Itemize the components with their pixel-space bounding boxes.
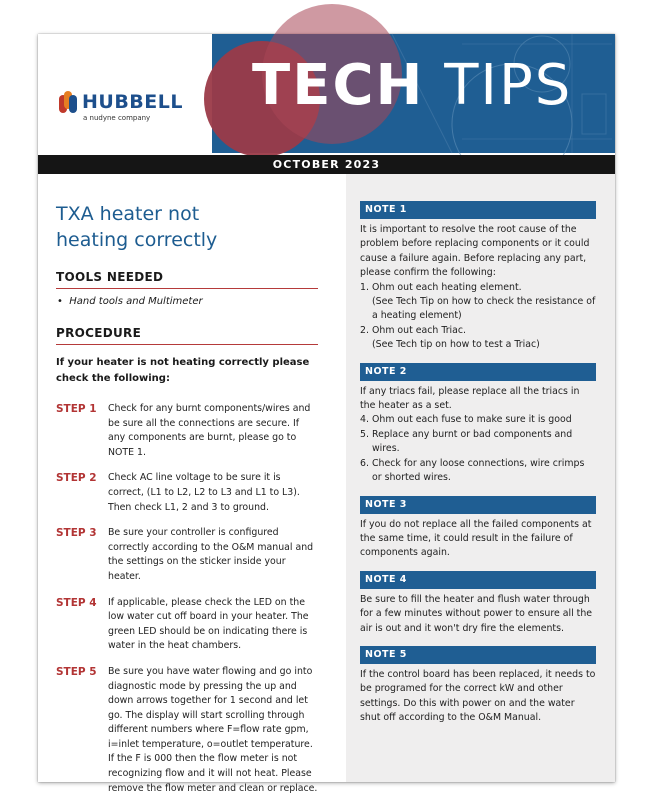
brand-name: HUBBELL [82, 91, 183, 113]
logo-area [38, 34, 212, 153]
note-list-text: Replace any burnt or bad components and wires. [372, 428, 573, 455]
step-row [56, 665, 318, 796]
banner-artwork [212, 34, 615, 153]
note-body: Be sure to fill the heater and flush water through for a few minutes without power to ensure all the air is out and it won't dry fire the elements. [360, 593, 593, 634]
step-row [56, 526, 318, 584]
header-banner [38, 34, 615, 153]
note-list-subtext: (See Tech tip on how to test a Triac) [372, 339, 540, 351]
notes-column [360, 201, 596, 726]
tools-item: • Hand tools and Multimeter [57, 296, 203, 307]
note-list-number: 4. [360, 414, 369, 426]
note-list-content [372, 428, 596, 457]
note-list-content [372, 324, 540, 353]
issue-date: OCTOBER 2023 [38, 155, 615, 174]
procedure-heading: PROCEDURE [56, 326, 318, 345]
note-body: It is important to resolve the root cause of the problem before replacing components or it could cause a failure again. Before replacing any part, please confirm the following: [360, 224, 590, 279]
note-list-content [372, 281, 596, 324]
note-body: If you do not replace all the failed components at the same time, it could result in the failure of components again. [360, 518, 592, 559]
note-list-item [360, 413, 596, 427]
note-heading: NOTE 2 [360, 363, 596, 381]
note-heading: NOTE 1 [360, 201, 596, 219]
note-list-item [360, 457, 596, 486]
note-list-item [360, 324, 596, 353]
note-list-text: Check for any loose connections, wire crimps or shorted wires. [372, 457, 585, 484]
tools-item-text: Hand tools and Multimeter [69, 296, 203, 307]
note-heading: NOTE 3 [360, 496, 596, 514]
note-list-content [372, 413, 572, 427]
step-label: STEP 3 [56, 527, 97, 540]
note-list-number: 1. [360, 281, 369, 293]
step-row [56, 596, 318, 654]
note-block [360, 496, 596, 561]
hubbell-logo-icon [57, 89, 79, 115]
step-text: If applicable, please check the LED on the low water cut off board in your heater. The green LED should be on indicating there is water in the heat chambers. [108, 596, 309, 652]
banner-title-bold: TECH [252, 53, 425, 118]
step-row [56, 471, 318, 515]
step-row [56, 402, 318, 460]
step-text: Check AC line voltage to be sure it is correct, (L1 to L2, L2 to L3 and L1 to L3). Then check L1, 2 and 3 to ground. [108, 472, 300, 513]
brand-tagline: a nudyne company [83, 114, 151, 122]
step-label: STEP 2 [56, 472, 97, 485]
tools-heading: TOOLS NEEDED [56, 270, 318, 289]
step-text: Be sure you have water flowing and go into diagnostic mode by pressing the up and down arrows together for 1 second and let go. The display will start scrolling through different numbers where F=flow rate gpm, i=inlet temperature, o=outlet temperature. If the F is 000 then the flow meter is not recognizing flow and it will not heat. Please remove the flow meter and clean or replace. [108, 665, 318, 794]
note-list-item [360, 428, 596, 457]
note-block [360, 646, 596, 726]
note-heading: NOTE 5 [360, 646, 596, 664]
note-list-subtext: (See Tech Tip on how to check the resistance of a heating element) [372, 296, 596, 322]
banner-title-light: TIPS [424, 53, 573, 118]
step-label: STEP 1 [56, 403, 97, 415]
title-line-1: TXA heater not [56, 203, 200, 225]
tech-tip-sheet [38, 34, 615, 794]
procedure-intro: If your heater is not heating correctly please check the following: [56, 357, 310, 384]
steps-list [56, 402, 318, 796]
banner-title [252, 53, 573, 118]
step-label: STEP 5 [56, 665, 97, 678]
note-list-number: 5. [360, 428, 369, 440]
note-body: If the control board has been replaced, it needs to be programed for the correct kW and other settings. Do this with power on and the water shut off according to the O&M Manual. [360, 668, 596, 724]
note-block [360, 363, 596, 486]
step-text: Be sure your controller is configured correctly according to the O&M manual and the settings on the sticker inside your heater. [108, 527, 314, 582]
note-block [360, 201, 596, 353]
step-label: STEP 4 [56, 596, 97, 609]
note-list-text: Ohm out each Triac. [372, 324, 467, 336]
main-column [56, 201, 318, 796]
note-list-content [372, 457, 596, 486]
note-list-number: 6. [360, 457, 369, 469]
note-list-number: 2. [360, 324, 369, 336]
note-body: If any triacs fail, please replace all the triacs in the heater as a set. [360, 385, 580, 412]
note-block [360, 571, 596, 636]
note-list-text: Ohm out each heating element. [372, 281, 522, 293]
page-title [56, 201, 318, 253]
step-text: Check for any burnt components/wires and be sure all the connections are secure. If any components are burnt, please go to NOTE 1. [108, 403, 311, 458]
note-heading: NOTE 4 [360, 571, 596, 589]
title-line-2: heating correctly [56, 229, 218, 251]
note-list-text: Ohm out each fuse to make sure it is good [372, 414, 572, 426]
note-list-item [360, 281, 596, 324]
